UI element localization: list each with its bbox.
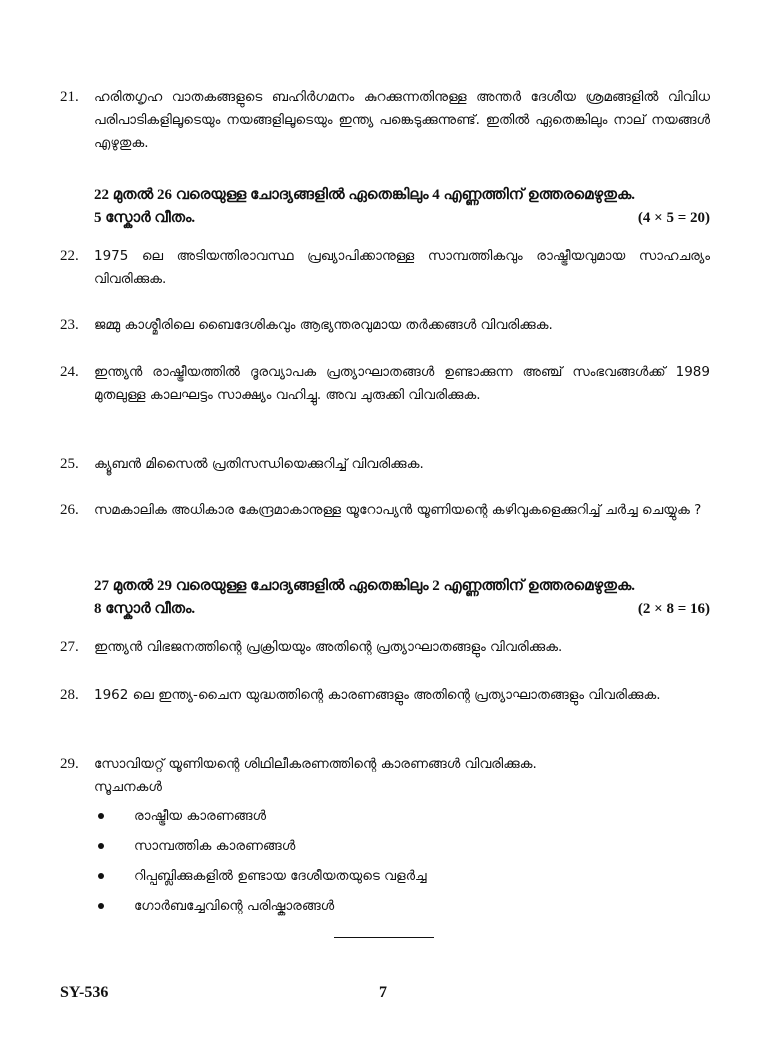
question-27 [60, 636, 710, 659]
question-26 [60, 499, 710, 522]
question-23 [60, 314, 710, 337]
section-marks: (4 × 5 = 20) [637, 210, 710, 226]
question-text: ഇന്ത്യൻ വിഭജനത്തിന്റെ പ്രക്രിയയും അതിന്റെ പ്രത്യാഘാതങ്ങളും വിവരിക്കുക. [94, 639, 563, 655]
paper-code: SY-536 [60, 984, 109, 1001]
hints-title: സൂചനകൾ [94, 779, 162, 795]
hint-text: രാഷ്ട്രീയ കാരണങ്ങൾ [134, 808, 267, 824]
bullet-icon [98, 843, 104, 849]
section-instruction-1 [94, 184, 710, 230]
question-text: 1962 ലെ ഇന്ത്യ-ചൈന യുദ്ധത്തിന്റെ കാരണങ്ങളും അതിന്റെ പ്രത്യാഘാതങ്ങളും വിവരിക്കുക. [94, 687, 661, 703]
question-29 [60, 753, 710, 776]
question-text: സമകാലിക അധികാര കേന്ദ്രമാകാനുള്ള യൂറോപ്യൻ യൂണിയന്റെ കഴിവുകളെക്കുറിച്ച് ചർച്ച ചെയ്യുക ? [94, 502, 702, 518]
hint-item [98, 866, 427, 896]
question-text: 1975 ലെ അടിയന്തിരാവസ്ഥ പ്രഖ്യാപിക്കാനുള്ള സാമ്പത്തികവും രാഷ്ട്രീയവുമായ സാഹചര്യം വിവരിക്കുക. [94, 248, 710, 287]
question-text: ജമ്മു കാശ്മീരിലെ ബൈദേശികവും ആഭ്യന്തരവുമായ തർക്കങ്ങൾ വിവരിക്കുക. [94, 317, 553, 333]
question-21 [60, 86, 710, 155]
question-number: 21. [60, 89, 79, 105]
question-text: സോവിയറ്റ് യൂണിയന്റെ ശിഥിലീകരണത്തിന്റെ കാരണങ്ങൾ വിവരിക്കുക. [94, 756, 537, 772]
section-instruction-line: 27 മുതൽ 29 വരെയുള്ള ചോദ്യങ്ങളിൽ ഏതെങ്കിലും 2 എണ്ണത്തിന് ഉത്തരമെഴുതുക. [94, 578, 636, 594]
question-22 [60, 245, 710, 291]
hint-text: ഗോർബച്ചേവിന്റെ പരിഷ്കാരങ്ങൾ [134, 898, 335, 914]
hint-item [98, 836, 427, 866]
question-number: 25. [60, 456, 79, 472]
hint-text: റിപ്പബ്ലിക്കുകളിൽ ഉണ്ടായ ദേശീയതയുടെ വളർച്ച [134, 868, 427, 884]
question-number: 23. [60, 317, 79, 333]
section-score-line: 5 സ്കോർ വീതം. [94, 210, 196, 226]
bullet-icon [98, 903, 104, 909]
hint-item [98, 806, 427, 836]
section-marks: (2 × 8 = 16) [637, 601, 710, 617]
question-24 [60, 361, 710, 407]
question-text: ക്യൂബൻ മിസൈൽ പ്രതിസന്ധിയെക്കുറിച്ച് വിവരിക്കുക. [94, 456, 424, 472]
question-text: ഹരിതഗൃഹ വാതകങ്ങളുടെ ബഹിർഗമനം കുറക്കുന്നതിനുള്ള അന്തർ ദേശീയ ശ്രമങ്ങളിൽ വിവിധ പരിപാടികളിലൂടെയും നയങ്ങളിലൂടെയും ഇന്ത്യ പങ്കെടുക്കുന്നുണ്ട്. ഇതിൽ ഏതെങ്കിലും നാല് നയങ്ങൾ എഴുതുക. [94, 89, 710, 151]
section-instruction-line: 22 മുതൽ 26 വരെയുള്ള ചോദ്യങ്ങളിൽ ഏതെങ്കിലും 4 എണ്ണത്തിന് ഉത്തരമെഴുതുക. [94, 187, 636, 203]
question-number: 28. [60, 687, 79, 703]
question-number: 22. [60, 248, 79, 264]
section-instruction-2 [94, 575, 710, 621]
hint-text: സാമ്പത്തിക കാരണങ്ങൾ [134, 838, 296, 854]
question-number: 24. [60, 364, 79, 380]
bullet-icon [98, 873, 104, 879]
question-number: 29. [60, 756, 79, 772]
section-score-line: 8 സ്കോർ വീതം. [94, 601, 196, 617]
end-divider [334, 937, 434, 938]
hints-list [98, 806, 427, 926]
bullet-icon [98, 813, 104, 819]
question-number: 27. [60, 639, 79, 655]
question-number: 26. [60, 502, 79, 518]
hint-item [98, 896, 427, 926]
question-28 [60, 684, 710, 707]
question-25 [60, 453, 710, 476]
page-number: 7 [379, 984, 387, 1001]
question-text: ഇന്ത്യൻ രാഷ്ട്രീയത്തിൽ ദൂരവ്യാപക പ്രത്യാഘാതങ്ങൾ ഉണ്ടാക്കുന്ന അഞ്ച് സംഭവങ്ങൾക്ക് 1989 മുതലുള്ള കാലഘട്ടം സാക്ഷ്യം വഹിച്ചു. അവ ചുരുക്കി വിവരിക്കുക. [94, 364, 710, 403]
